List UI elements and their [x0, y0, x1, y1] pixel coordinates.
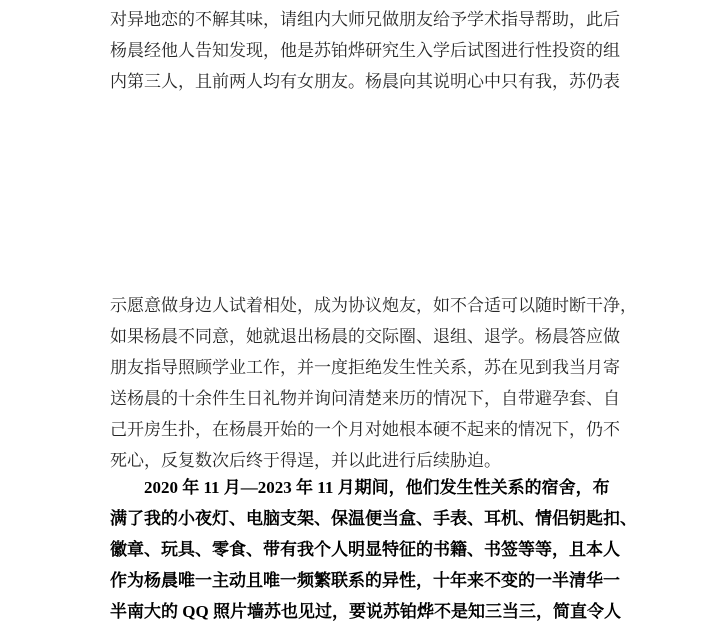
- paragraph-bold: [110, 472, 637, 627]
- text-line: 送杨晨的十余件生日礼物并询问清楚来历的情况下，自带避孕套、自: [110, 389, 620, 408]
- text-line: 内第三人，且前两人均有女朋友。杨晨向其说明心中只有我，苏仍表: [110, 72, 620, 91]
- blank-gap: [110, 100, 622, 285]
- text-line: 半南大的 QQ 照片墙苏也见过，要说苏铂烨不是知三当三，简直令人: [110, 602, 621, 621]
- paragraph-continuation-top: [110, 4, 622, 97]
- text-line: 朋友指导照顾学业工作，并一度拒绝发生性关系，苏在见到我当月寄: [110, 358, 620, 377]
- paragraph-middle: [110, 290, 637, 476]
- text-line: 己开房生扑，在杨晨开始的一个月对她根本硬不起来的情况下，仍不: [110, 420, 620, 439]
- text-line: 作为杨晨唯一主动且唯一频繁联系的异性，十年来不变的一半清华一: [110, 571, 620, 590]
- text-line: 死心，反复数次后终于得逞，并以此进行后续胁迫。: [110, 451, 501, 470]
- text-line: 示愿意做身边人试着相处，成为协议炮友，如不合适可以随时断干净，: [110, 296, 637, 315]
- text-line: 2020 年 11 月—2023 年 11 月期间，他们发生性关系的宿舍，布: [144, 478, 610, 497]
- text-line: 对异地恋的不解其味，请组内大师兄做朋友给予学术指导帮助，此后: [110, 10, 620, 29]
- text-line: 满了我的小夜灯、电脑支架、保温便当盒、手表、耳机、情侣钥匙扣、: [110, 509, 637, 528]
- text-line: 杨晨经他人告知发现，他是苏铂烨研究生入学后试图进行性投资的组: [110, 41, 620, 60]
- text-line: 如果杨晨不同意，她就退出杨晨的交际圈、退组、退学。杨晨答应做: [110, 327, 620, 346]
- text-line: 徽章、玩具、零食、带有我个人明显特征的书籍、书签等等，且本人: [110, 540, 620, 559]
